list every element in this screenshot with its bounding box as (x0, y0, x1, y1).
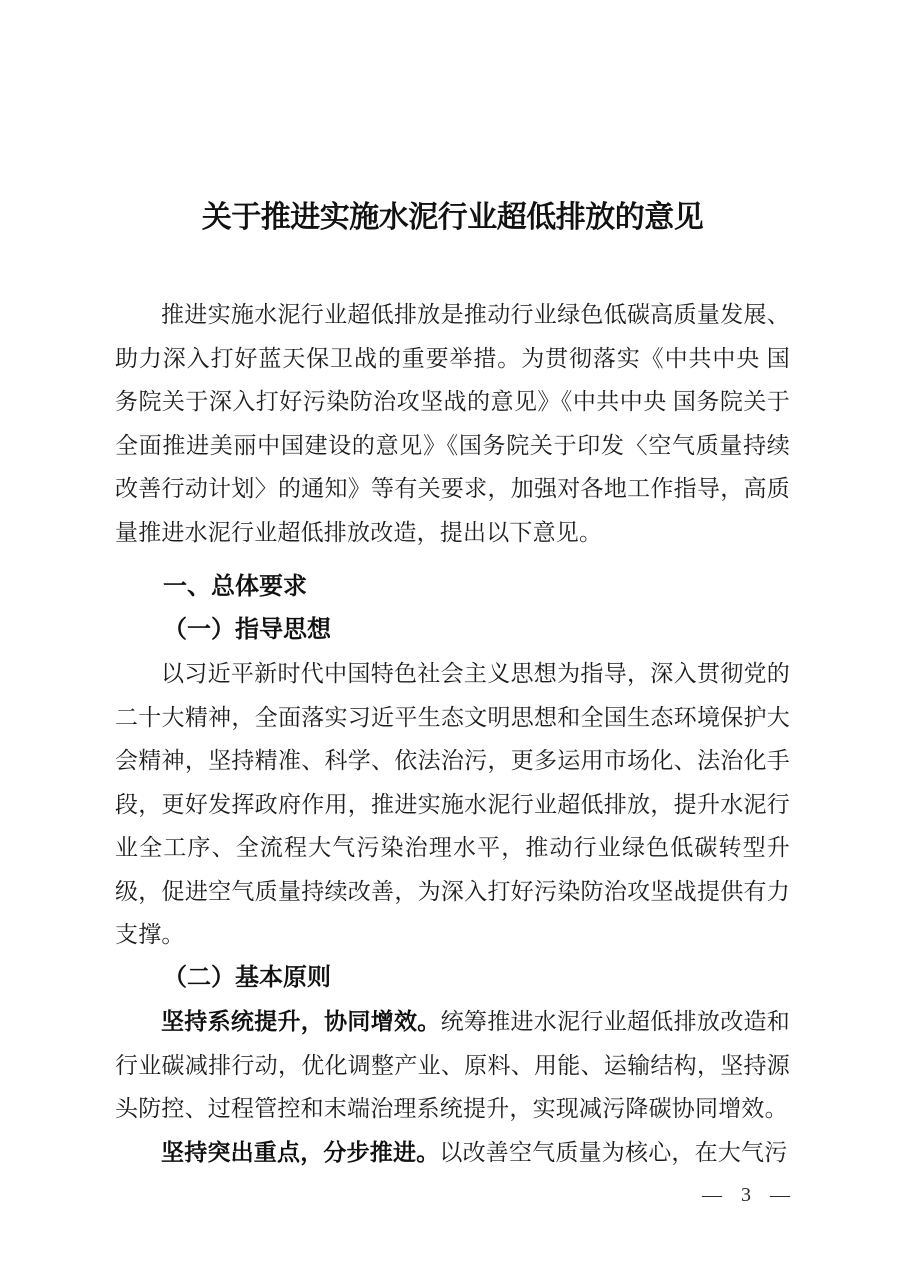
principle-1-lead: 坚持系统提升，协同增效。 (161, 1009, 441, 1034)
subsection-1-1-heading: （一）指导思想 (163, 616, 331, 643)
principle-2-paragraph (115, 1131, 790, 1175)
principle-2-lead: 坚持突出重点，分步推进。 (161, 1139, 440, 1165)
page-number: — 3 — (702, 1184, 790, 1206)
principle-1-paragraph (115, 1000, 790, 1131)
guiding-ideology-paragraph: 以习近平新时代中国特色社会主义思想为指导，深入贯彻党的二十大精神，全面落实习近平生态文明思想和全国生态环境保护大会精神，坚持精准、科学、依法治污，更多运用市场化、法治化手段，更好发挥政府作用，推进实施水泥行业超低排放，提升水泥行业全工序、全流程大气污染治理水平，推动行业绿色低碳转型升级，促进空气质量持续改善，为深入打好污染防治攻坚战提供有力支撑。 (115, 661, 790, 947)
document-title: 关于推进实施水泥行业超低排放的意见 (201, 201, 704, 234)
subsection-1-2-heading: （二）基本原则 (163, 964, 331, 991)
principle-2-text: 以改善空气质量为核心，在大气污 (439, 1139, 788, 1165)
principle-1-text: 统筹推进水泥行业超低排放改造和行业碳减排行动，优化调整产业、原料、用能、运输结构，坚持源头防控、过程管控和末端治理系统提升，实现减污降碳协同增效。 (115, 1009, 791, 1121)
section-1-heading: 一、总体要求 (163, 573, 307, 600)
intro-paragraph: 推进实施水泥行业超低排放是推动行业绿色低碳高质量发展、助力深入打好蓝天保卫战的重要举措。为贯彻落实《中共中央 国务院关于深入打好污染防治攻坚战的意见》《中共中央 国务院关于全面推进美丽中国建设的意见》《国务院关于印发〈空气质量持续改善行动计划〉的通知》等有关要求，加强对各地工作指导，高质量推进水泥行业超低排放改造，提出以下意见。 (115, 302, 790, 545)
